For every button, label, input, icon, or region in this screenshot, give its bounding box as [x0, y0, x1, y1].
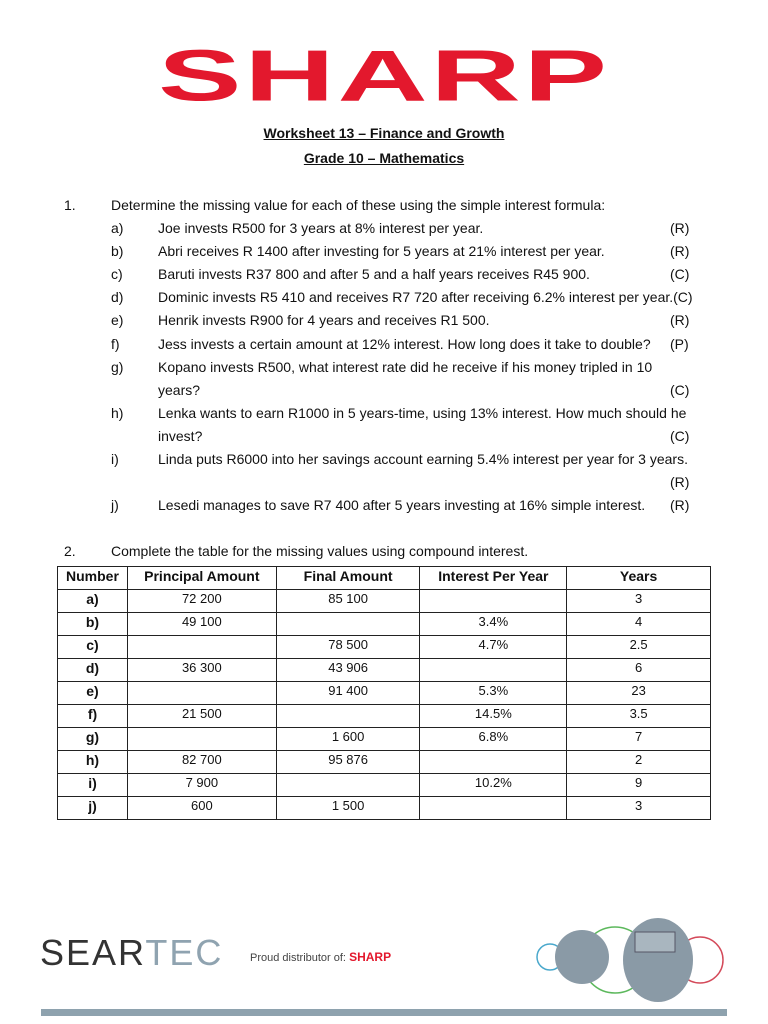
column-header: Final Amount [276, 567, 420, 590]
table-cell: 91 400 [276, 682, 420, 705]
question-text: Baruti invests R37 800 and after 5 and a half years receives R45 900. [158, 266, 590, 283]
column-header: Years [567, 567, 711, 590]
table-cell [420, 659, 567, 682]
question-tag: (C) [670, 381, 690, 398]
question-text: Joe invests R500 for 3 years at 8% interest per year. [158, 220, 484, 236]
table-cell [127, 728, 276, 751]
table-cell: 95 876 [276, 751, 420, 774]
question-text: Abri receives R 1400 after investing for 5 years at 21% interest per year. [158, 243, 605, 260]
question-text: Lenka wants to earn R1000 in 5 years-time, using 13% interest. How much should he [158, 404, 687, 421]
table-cell: 78 500 [276, 636, 420, 659]
question-text: Lesedi manages to save R7 400 after 5 years investing at 16% simple interest. [158, 497, 646, 514]
table-cell [127, 636, 276, 659]
table-cell: 4 [567, 613, 711, 636]
question-tag: (R) [670, 497, 690, 514]
table-cell [276, 705, 420, 728]
table-row [58, 751, 711, 774]
table-row [58, 682, 711, 705]
table-cell: 3.4% [420, 613, 567, 636]
question-tag: (R) [670, 474, 690, 491]
distributor-brand: SHARP [349, 950, 392, 964]
question-letter: j) [111, 497, 119, 514]
question-text: Henrik invests R900 for 4 years and receives R1 500. [158, 312, 490, 329]
table-cell: 49 100 [127, 613, 276, 636]
table-cell: h) [58, 751, 128, 774]
compound-interest-table [57, 566, 711, 820]
question-tag: (C) [670, 266, 690, 283]
question-1-number: 1. [64, 197, 76, 213]
table-cell [420, 751, 567, 774]
question-text: Dominic invests R5 410 and receives R7 720 after receiving 6.2% interest per year.(C) [158, 289, 693, 306]
question-1-text: Determine the missing value for each of these using the simple interest formula: [111, 197, 606, 213]
table-cell: 21 500 [127, 705, 276, 728]
question-letter: d) [111, 289, 124, 306]
table-cell: i) [58, 774, 128, 797]
table-cell: 3.5 [567, 705, 711, 728]
table-row [58, 728, 711, 751]
question-tag: (P) [670, 335, 689, 352]
table-cell [276, 613, 420, 636]
question-letter: g) [111, 358, 124, 375]
table-cell [127, 682, 276, 705]
question-tag: (R) [670, 220, 690, 236]
table-cell: 72 200 [127, 590, 276, 613]
worksheet-subtitle: Grade 10 – Mathematics [303, 150, 465, 166]
table-cell: g) [58, 728, 128, 751]
question-tag: (R) [670, 312, 690, 329]
question-2-number: 2. [64, 543, 76, 559]
calculator-graphic [530, 915, 730, 1005]
question-tag: (C) [670, 427, 690, 444]
table-cell: 85 100 [276, 590, 420, 613]
footer-bar [41, 1009, 727, 1016]
table-cell [420, 797, 567, 820]
worksheet-title: Worksheet 13 – Finance and Growth [263, 125, 505, 141]
question-letter: b) [111, 243, 124, 260]
table-cell: 6.8% [420, 728, 567, 751]
table-cell: 3 [567, 797, 711, 820]
table-cell: 1 600 [276, 728, 420, 751]
table-cell: 7 900 [127, 774, 276, 797]
table-cell: 600 [127, 797, 276, 820]
table-cell: 10.2% [420, 774, 567, 797]
table-row [58, 636, 711, 659]
question-letter: f) [111, 335, 120, 352]
question-text: years? [158, 381, 201, 398]
table-row [58, 613, 711, 636]
column-header: Principal Amount [127, 567, 276, 590]
table-cell: 3 [567, 590, 711, 613]
table-cell: 6 [567, 659, 711, 682]
table-row [58, 797, 711, 820]
table-row [58, 774, 711, 797]
question-text: Kopano invests R500, what interest rate did he receive if his money tripled in 10 [158, 358, 653, 375]
table-cell: 7 [567, 728, 711, 751]
table-cell: 4.7% [420, 636, 567, 659]
seartec-logo-b: TEC [145, 932, 224, 973]
question-tag: (R) [670, 243, 690, 260]
table-cell: b) [58, 613, 128, 636]
table-cell: 36 300 [127, 659, 276, 682]
table-cell: 43 906 [276, 659, 420, 682]
table-cell: 14.5% [420, 705, 567, 728]
seartec-logo-a: SEAR [40, 932, 146, 973]
column-header: Number [58, 567, 128, 590]
table-header-row [58, 567, 711, 590]
table-cell: e) [58, 682, 128, 705]
table-cell: 1 500 [276, 797, 420, 820]
table-cell: 9 [567, 774, 711, 797]
table-cell [276, 774, 420, 797]
question-2-text: Complete the table for the missing values using compound interest. [111, 543, 529, 559]
question-letter: a) [111, 220, 124, 236]
table-cell: 2.5 [567, 636, 711, 659]
question-letter: c) [111, 266, 123, 283]
sharp-logo: SHARP [158, 35, 610, 117]
table-cell: j) [58, 797, 128, 820]
table-cell: a) [58, 590, 128, 613]
table-cell: 2 [567, 751, 711, 774]
seartec-logo [40, 932, 223, 974]
table-cell: d) [58, 659, 128, 682]
question-letter: e) [111, 312, 124, 329]
table-row [58, 659, 711, 682]
question-letter: h) [111, 404, 124, 421]
question-letter: i) [111, 451, 119, 467]
table-cell: 82 700 [127, 751, 276, 774]
question-text: Linda puts R6000 into her savings account earning 5.4% interest per year for 3 years. [158, 451, 688, 467]
table-row [58, 590, 711, 613]
table-cell: f) [58, 705, 128, 728]
question-text: invest? [158, 427, 203, 444]
table-row [58, 705, 711, 728]
distributor-text: Proud distributor of: [250, 952, 346, 964]
distributor-note [250, 950, 391, 964]
table-cell: c) [58, 636, 128, 659]
question-text: Jess invests a certain amount at 12% interest. How long does it take to double? [158, 335, 651, 352]
table-cell [420, 590, 567, 613]
column-header: Interest Per Year [420, 567, 567, 590]
table-cell: 5.3% [420, 682, 567, 705]
table-cell: 23 [567, 682, 711, 705]
